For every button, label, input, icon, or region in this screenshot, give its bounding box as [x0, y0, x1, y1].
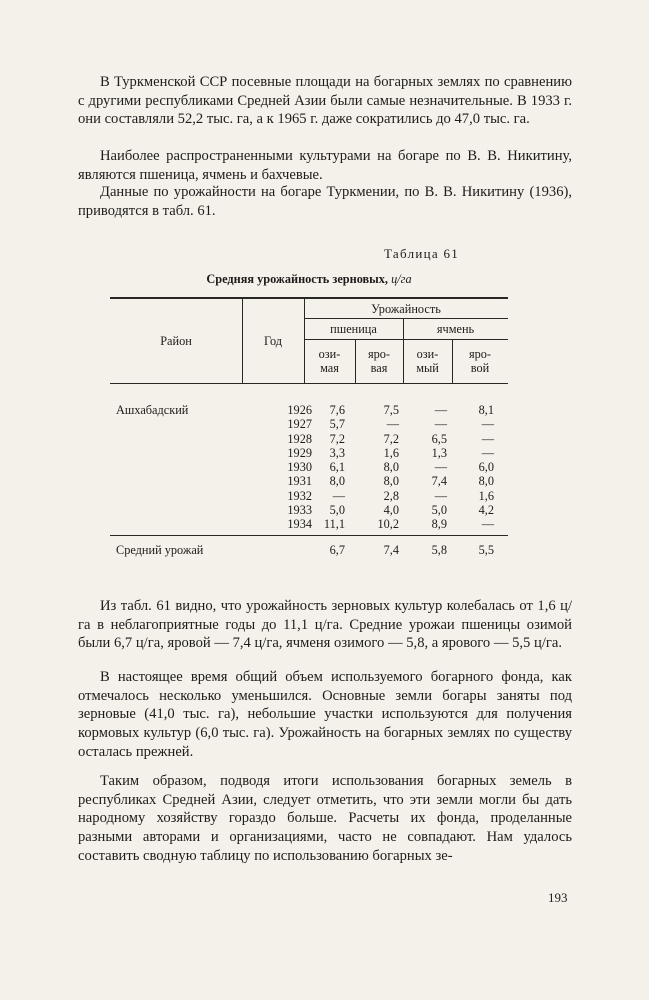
table-cell: 8,0	[383, 460, 399, 474]
table-cell: 1,6	[478, 488, 494, 503]
table-cell: 7,2	[329, 431, 345, 446]
header-yield: Урожайность	[371, 302, 441, 316]
table-cell: 8,1	[478, 403, 494, 417]
table-cell: 6,1	[329, 460, 345, 474]
header-wheat: пшеница	[330, 322, 377, 336]
table-cell: 1,3	[431, 445, 447, 460]
table-cell: 4,2	[478, 502, 494, 517]
table-top-rule	[110, 297, 508, 299]
paragraph-4: Из табл. 61 видно, что урожайность зерновых культур колебалась от 1,6 ц/га в неблагоприятные годы до 11,1 ц/га. Средние урожаи пшеницы озимой были 6,7 ц/га, яровой — 7,4 ц/га, ячменя озимого — 5,8, а ярового — 5,5 ц/га.	[78, 598, 572, 652]
table-cell: —	[434, 488, 447, 503]
table-cell: 5,0	[329, 502, 345, 517]
table-cell: 6,5	[431, 431, 447, 446]
table-cell: 1929	[287, 445, 312, 460]
table-cell: —	[481, 517, 494, 531]
table-cell: 7,2	[383, 431, 399, 446]
table-cell: —	[481, 431, 494, 446]
table-cell: 7,4	[431, 474, 447, 489]
table-cell: 11,1	[323, 517, 345, 531]
table-cell: 1932	[287, 488, 312, 503]
average-label: Средний урожай	[116, 543, 204, 557]
header-year: Год	[263, 334, 283, 348]
average-rule	[110, 535, 508, 536]
region-name: Ашхабадский	[116, 403, 189, 417]
average-barley-winter: 5,8	[431, 543, 447, 557]
header-bottom-rule	[110, 383, 508, 384]
table-cell: 3,3	[329, 445, 345, 460]
table-cell: —	[481, 445, 494, 460]
header-rule-crops	[304, 339, 508, 340]
table-cell: 1928	[287, 431, 312, 446]
paragraph-6: Таким образом, подводя итоги использования богарных земель в республиках Средней Азии, следует отметить, что эти земли могли бы дать народному хозяйству гораздо больше. Расчеты их фонда, проделанные разными авторами и организациями, часто не совпадают. Нам удалось составить сводную таблицу по использованию богарных зе-	[78, 773, 572, 864]
table-cell: 7,6	[329, 403, 345, 417]
table-cell: 8,0	[383, 474, 399, 489]
table-cell: —	[434, 417, 447, 432]
header-wheat-winter: ози- мая	[318, 347, 341, 375]
table-cell: 10,2	[377, 517, 399, 531]
column-wheat-winter	[300, 403, 345, 531]
table-cell: 8,9	[431, 517, 447, 531]
page-number: 193	[548, 890, 568, 905]
paragraph-1: В Туркменской ССР посевные площади на богарных землях по сравнению с другими республиками Средней Азии были самые незначительные. В 1933 г. они составляли 52,2 тыс. га, а к 1965 г. даже сократились до 47,0 тыс. га.	[78, 74, 572, 128]
table-cell: 8,0	[478, 474, 494, 489]
paragraph-2: Наиболее распространенными культурами на богаре по В. В. Никитину, являются пшеница, ячмень и бахчевые.	[78, 148, 572, 183]
table-cell: —	[434, 403, 447, 417]
table-label: Таблица 61	[384, 246, 460, 261]
paragraph-3: Данные по урожайности на богаре Туркмении, по В. В. Никитину (1936), приводятся в табл. 61.	[78, 184, 572, 219]
table-cell: 1930	[287, 460, 312, 474]
column-barley-winter	[405, 403, 447, 531]
table-title	[110, 272, 508, 287]
header-rule-yield	[304, 318, 508, 319]
table-cell: 6,0	[478, 460, 494, 474]
average-wheat-winter: 6,7	[329, 543, 345, 557]
table-cell: 4,0	[383, 502, 399, 517]
table-cell: 1933	[287, 502, 312, 517]
table-cell: 1926	[287, 403, 312, 417]
table-title-text: Средняя урожайность зерновых,	[206, 272, 389, 286]
table-cell: 1927	[287, 417, 312, 432]
table-cell: 1934	[287, 517, 312, 531]
table-cell: 8,0	[329, 474, 345, 489]
average-wheat-spring: 7,4	[383, 543, 399, 557]
header-region: Район	[160, 334, 192, 348]
table-title-unit: ц/га	[391, 272, 412, 286]
header-wheat-spring: яро- вая	[367, 347, 391, 375]
table-cell: —	[481, 417, 494, 432]
table-cell: —	[434, 460, 447, 474]
column-barley-spring	[455, 403, 494, 531]
table-cell: —	[332, 488, 345, 503]
column-wheat-spring	[355, 403, 399, 531]
table-cell: 5,7	[329, 417, 345, 432]
header-barley-winter: ози- мый	[416, 347, 439, 375]
table-cell: 2,8	[383, 488, 399, 503]
header-barley-spring: яро- вой	[468, 347, 492, 375]
table-cell: —	[386, 417, 399, 432]
table-cell: 5,0	[431, 502, 447, 517]
paragraph-5: В настоящее время общий объем используемого богарного фонда, как отмечалось несколько уменьшился. Основные земли богары заняты под зерновые (41,0 тыс. га), небольшие участки используются для получения кормовых культур (6,0 тыс. га). Урожайность на богарных землях по существу осталась прежней.	[78, 669, 572, 760]
average-barley-spring: 5,5	[478, 543, 494, 557]
table-cell: 7,5	[383, 403, 399, 417]
table-cell: 1,6	[383, 445, 399, 460]
table-cell: 1931	[287, 474, 312, 489]
header-barley: ячмень	[436, 322, 475, 336]
